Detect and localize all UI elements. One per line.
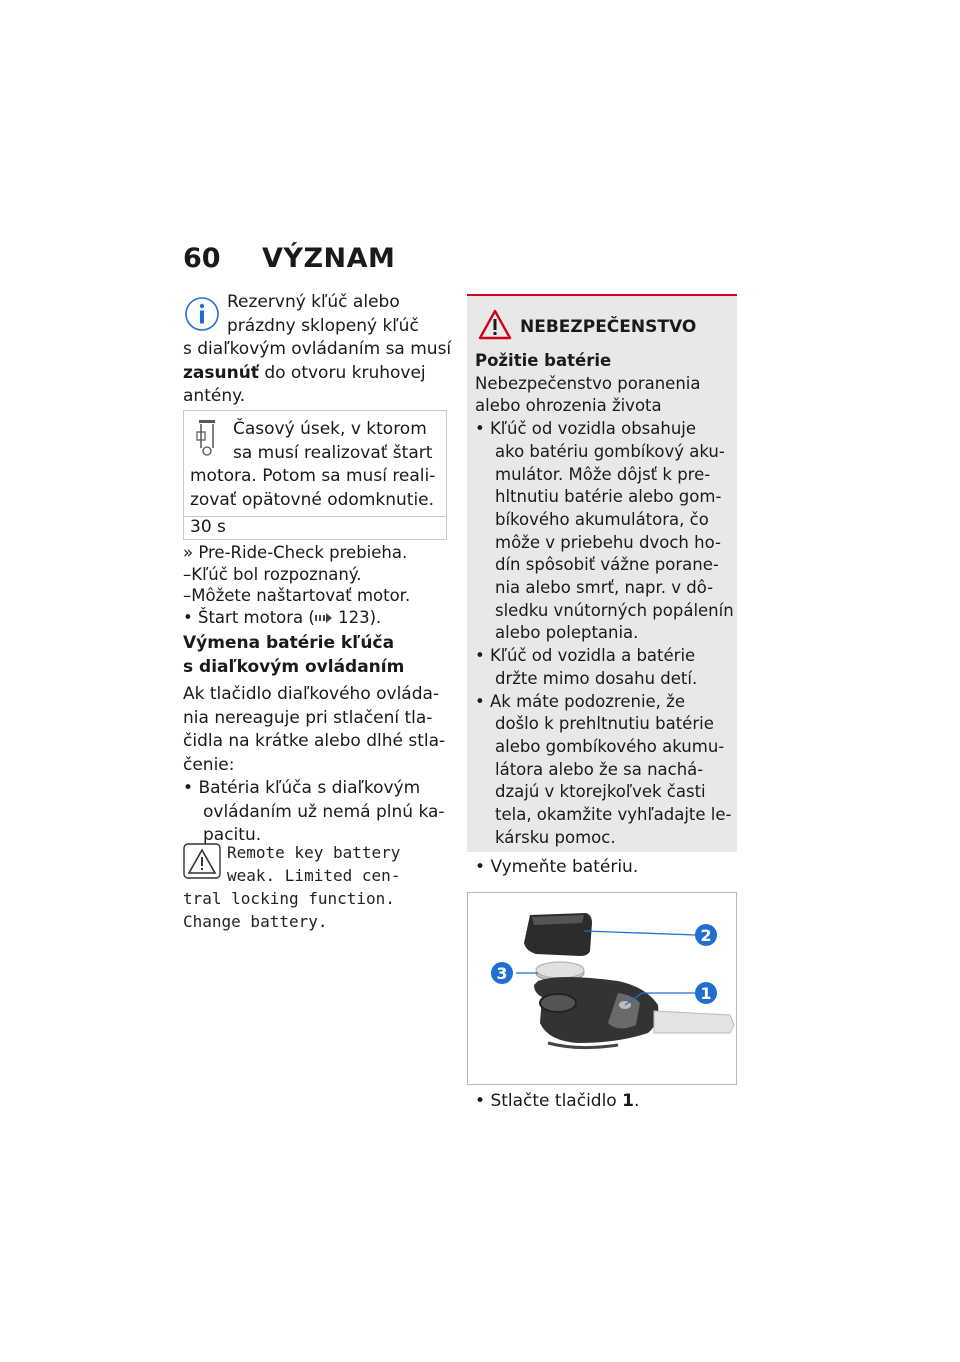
display-msg-line: Change battery. — [183, 912, 328, 931]
key-battery-diagram — [468, 893, 736, 1084]
step-press-end: . — [633, 1091, 640, 1111]
callout-label: 1 — [700, 984, 712, 1003]
bullet-item: • Štart motora ( 123). — [183, 607, 382, 627]
section-heading — [183, 632, 445, 679]
list-line: hltnutiu batérie alebo gom- — [495, 487, 722, 507]
display-message — [227, 841, 400, 887]
warning-body — [475, 350, 737, 849]
para-line: nia nereaguje pri stlačení tla- — [183, 707, 433, 728]
step-press-text: Stlačte tlačidlo — [490, 1091, 623, 1111]
time-box-text-cont — [190, 465, 435, 512]
warning-intro: alebo ohrozenia života — [475, 396, 662, 416]
time-box-line: motora. Potom sa musí reali- — [190, 466, 436, 486]
section-title: VÝZNAM — [262, 243, 396, 274]
list-line: tela, okamžite vyhľadajte le- — [495, 805, 732, 825]
bullet-item: • Batéria kľúča s diaľkovým — [183, 778, 421, 798]
key-note-bold: zasunúť — [183, 362, 259, 383]
step-press: • Stlačte tlačidlo 1. — [475, 1091, 640, 1111]
list-line: dzajú v ktorejkoľvek časti — [495, 782, 706, 802]
time-box-line: sa musí realizovať štart — [233, 442, 433, 463]
warning-title: NEBEZPEČENSTVO — [520, 317, 697, 337]
warning-triangle-icon — [478, 309, 512, 341]
step-replace: • Vymeňte batériu. — [475, 857, 639, 877]
list-line: Kľúč od vozidla obsahuje — [489, 419, 697, 439]
list-line: dín spôsobiť vážne porane- — [495, 555, 719, 575]
step-press-num: 1 — [622, 1091, 634, 1111]
info-icon — [183, 295, 221, 333]
list-line: sledku vnútorných popálenín — [495, 600, 734, 620]
key-note-line: antény. — [183, 386, 246, 406]
list-line: môže v priebehu dvoch ho- — [495, 532, 721, 552]
bullet-line: Batéria kľúča s diaľkovým — [198, 778, 421, 798]
result-line: » Pre-Ride-Check prebieha. — [183, 543, 408, 562]
callout-label: 3 — [496, 964, 508, 983]
list-line: došlo k prehltnutiu batérie — [495, 714, 714, 734]
key-illustration — [467, 892, 737, 1085]
list-line: bíkového akumulátora, čo — [495, 509, 709, 529]
bullet-line: ovládaním už nemá plnú ka- — [203, 801, 445, 822]
time-box-line: Časový úsek, v ktorom — [233, 419, 427, 439]
warning-intro: Nebezpečenstvo poranenia — [475, 373, 701, 393]
list-line: mulátor. Môže dôjsť k pre- — [495, 464, 711, 484]
callout-label: 2 — [700, 926, 712, 945]
para-line: čidla na krátke alebo dlhé stla- — [183, 731, 446, 751]
dash-item: –Môžete naštartovať motor. — [183, 586, 411, 605]
bullet-line: pacitu. — [203, 825, 262, 845]
time-value: 30 s — [190, 517, 226, 537]
key-note-rest: do otvoru kruhovej — [258, 362, 426, 383]
clock-icon — [193, 418, 221, 458]
key-note-line: s diaľkovým ovládaním sa musí — [183, 339, 452, 359]
display-msg-line: Remote key battery — [227, 843, 401, 862]
heading-line: s diaľkovým ovládaním — [183, 656, 405, 677]
warning-subtitle: Požitie batérie — [475, 351, 612, 370]
key-note-line: prázdny sklopený kľúč — [227, 315, 419, 336]
arrow-ref-icon — [315, 612, 333, 624]
result-block — [183, 542, 445, 628]
time-box-line: zovať opätovné odomknutie. — [190, 489, 435, 510]
list-line: kársku pomoc. — [495, 827, 616, 847]
key-note-line: Rezervný kľúč alebo — [227, 292, 400, 312]
bullet-start-text: Štart motora ( — [197, 607, 315, 627]
list-line: Kľúč od vozidla a batérie — [489, 646, 696, 666]
list-line: alebo poleptania. — [495, 623, 639, 643]
list-item: • Kľúč od vozidla obsahuje — [475, 419, 697, 439]
display-message-cont — [183, 887, 395, 933]
list-line: držte mimo dosahu detí. — [495, 668, 698, 688]
list-line: nia alebo smrť, napr. v dô- — [495, 578, 714, 598]
display-msg-line: weak. Limited cen- — [227, 866, 401, 885]
time-box-text — [233, 418, 432, 465]
key-note-cont — [183, 338, 452, 409]
list-item: • Ak máte podozrenie, že — [475, 691, 685, 711]
list-line: ako batériu gombíkový aku- — [495, 441, 725, 461]
para-line: čenie: — [183, 754, 235, 775]
list-line: Ak máte podozrenie, že — [489, 691, 685, 711]
display-msg-line: tral locking function. — [183, 889, 395, 908]
section-paragraph — [183, 683, 445, 848]
list-item: • Kľúč od vozidla a batérie — [475, 646, 696, 666]
list-line: látora alebo že sa nachá- — [495, 759, 704, 779]
warning-triangle-icon — [183, 843, 221, 879]
key-note — [227, 291, 419, 338]
page-number: 60 — [183, 243, 221, 274]
dash-item: –Kľúč bol rozpoznaný. — [183, 564, 362, 584]
para-line: Ak tlačidlo diaľkového ovláda- — [183, 684, 440, 704]
step-replace-text: Vymeňte batériu. — [490, 857, 639, 877]
heading-line: Výmena batérie kľúča — [183, 633, 395, 653]
list-line: alebo gombíkového akumu- — [495, 736, 725, 756]
bullet-start-ref: 123). — [338, 607, 382, 627]
